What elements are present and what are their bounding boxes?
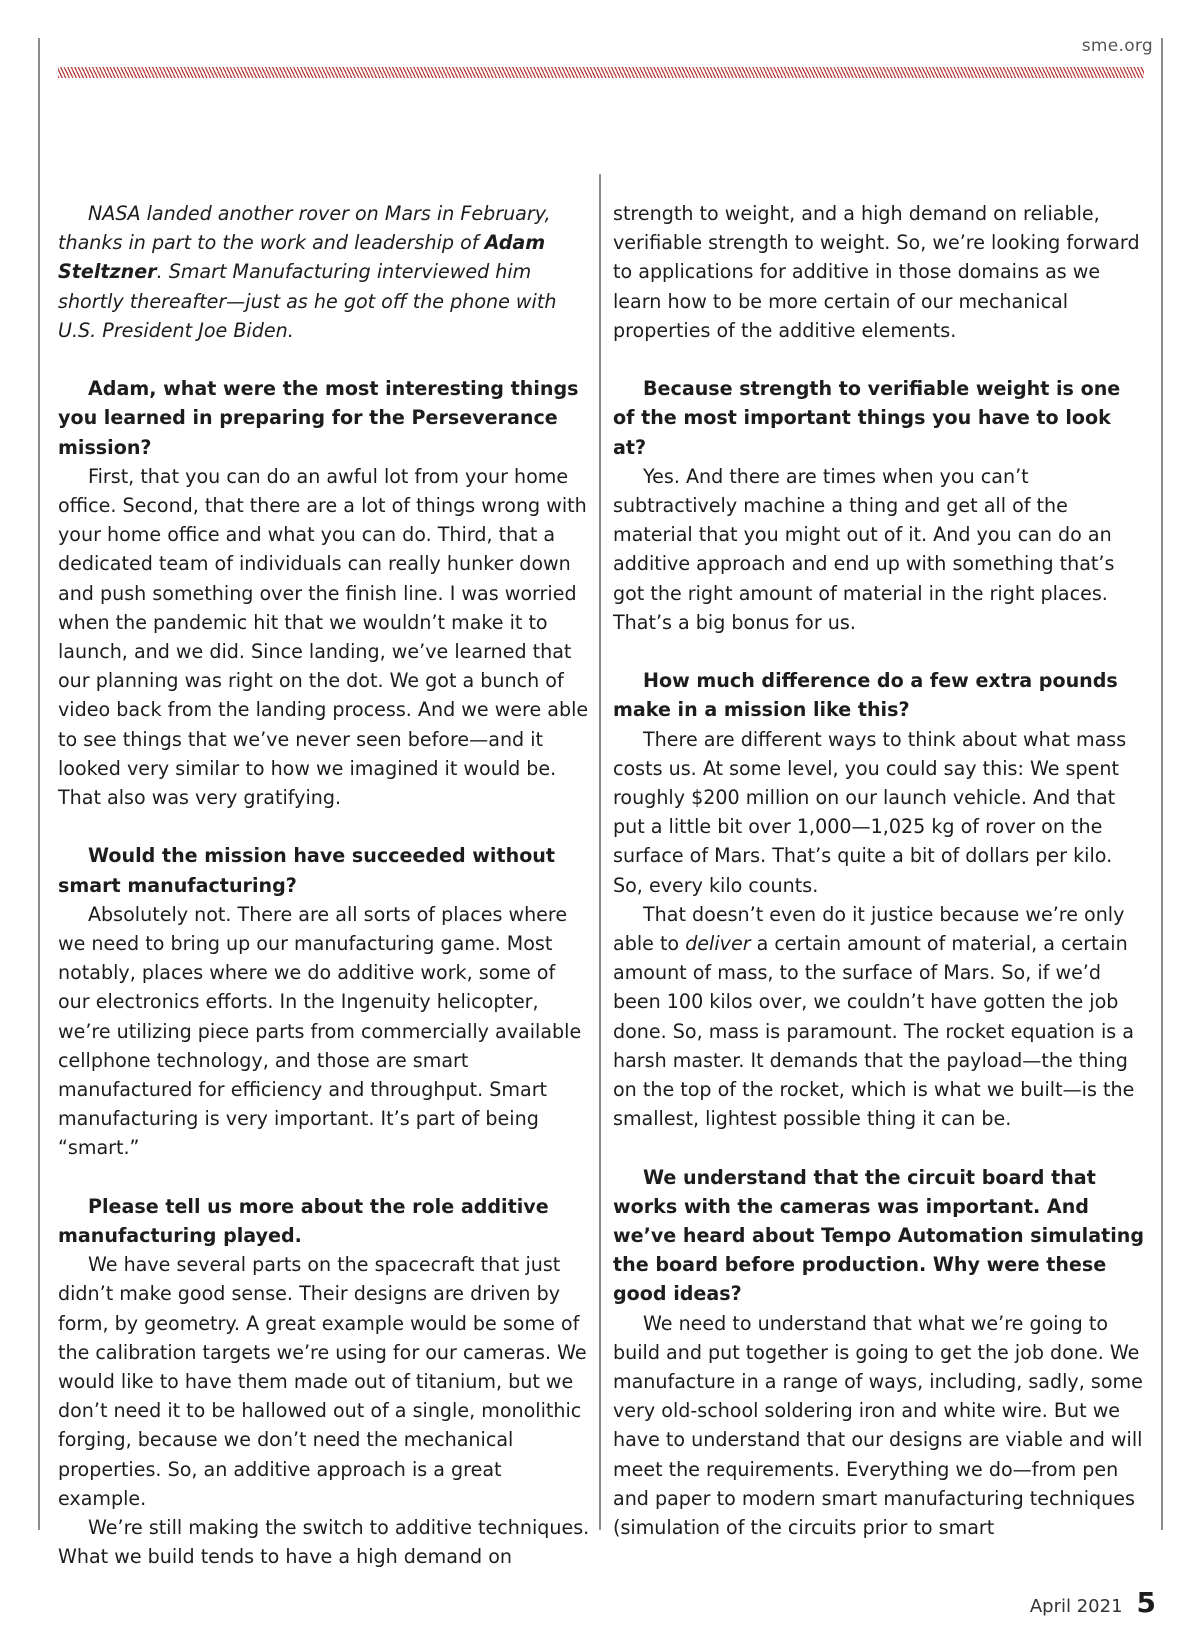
- article-column-right: [613, 199, 1145, 1542]
- question-2: Would the mission have succeeded without smart manufacturing?: [58, 844, 556, 897]
- page-number: 5: [1136, 1586, 1156, 1619]
- question-4: Because strength to verifiable weight is one of the most important things you have to look at?: [613, 377, 1121, 459]
- answer-3: We have several parts on the spacecraft that just didn’t make good sense. Their designs are driven by form, by geometry. A great example would be some of the calibration targets we’re using for our cameras. We would like to have them made out of titanium, but we don’t need it to be hallowed out of a single, monolithic forging, because we don’t need the mechanical properties. So, an additive approach is a great example.: [58, 1253, 587, 1510]
- question-6: We understand that the circuit board that works with the cameras was important. And we’ve heard about Tempo Automation simulating the board before production. Why were these good ideas?: [613, 1165, 1145, 1306]
- question-1: Adam, what were the most interesting things you learned in preparing for the Perseverance mission?: [58, 377, 579, 459]
- question-3: Please tell us more about the role additive manufacturing played.: [58, 1194, 549, 1248]
- column-divider: [599, 174, 601, 1530]
- answer-5: There are different ways to think about what mass costs us. At some level, you could say this: We spent roughly $200 million on our launch vehicle. And that put a little bit over 1,000—1,025 kg of rover on the surface of Mars. That’s quite a bit of dollars per kilo. So, every kilo counts.: [613, 727, 1127, 897]
- article-column-left: [58, 199, 590, 1572]
- answer-1: First, that you can do an awful lot from your home office. Second, that there are a lot of things wrong with your home office and what you can do. Third, that a dedicated team of individuals can really hunker down and push something over the finish line. I was worried when the pandemic hit that we wouldn’t make it to launch, and we did. Since landing, we’ve learned that our planning was right on the dot. We got a bunch of video back from the landing process. And we were able to see things that we’ve never seen before—and it looked very similar to how we imagined it would be. That also was very gratifying.: [58, 464, 589, 810]
- right-margin-rule: [1161, 38, 1163, 1530]
- answer-4: Yes. And there are times when you can’t subtractively machine a thing and get all of the material that you might out of it. And you can do an additive approach and end up with something that’s got the right amount of material in the right places. That’s a big bonus for us.: [613, 464, 1115, 634]
- header-hatch-bar: [58, 67, 1144, 78]
- answer-5-continued: That doesn’t even do it justice because we’re only able to deliver a certain amount of material, a certain amount of mass, to the surface of Mars. So, if we’d been 100 kilos over, we couldn’t have gotten the job done. So, mass is paramount. The rocket equation is a harsh master. It demands that the payload—the thing on the top of the rocket, which is what we built—is the smallest, lightest possible thing it can be.: [613, 902, 1135, 1131]
- answer-6: We need to understand that what we’re going to build and put together is going to get the job done. We manufacture in a range of ways, including, sadly, some very old-school soldering iron and white wire. But we have to understand that our designs are viable and will meet the requirements. Everything we do—from pen and paper to modern smart manufacturing techniques (simulation of the circuits prior to smart: [613, 1311, 1143, 1540]
- site-url: sme.org: [1081, 36, 1153, 56]
- issue-date: April 2021: [1029, 1596, 1123, 1617]
- answer-2: Absolutely not. There are all sorts of places where we need to bring up our manufacturing game. Most notably, places where we do additive work, some of our electronics efforts. In the Ingenuity helicopter, we’re utilizing piece parts from commercially available cellphone technology, and those are smart manufactured for efficiency and throughput. Smart manufacturing is very important. It’s part of being “smart.”: [58, 902, 582, 1160]
- intro-paragraph: NASA landed another rover on Mars in February, thanks in part to the work and leadership of Adam Steltzner. Smart Manufacturing interviewed him shortly thereafter—just as he got off the phone with U.S. President Joe Biden.: [58, 202, 557, 342]
- answer-3-continued-2: strength to weight, and a high demand on reliable, verifiable strength to weight. So, we’re looking forward to applications for additive in those domains as we learn how to be more certain of our mechanical properties of the additive elements.: [613, 202, 1140, 342]
- left-margin-rule: [38, 38, 40, 1530]
- answer-3-continued: We’re still making the switch to additive techniques. What we build tends to have a high demand on: [58, 1516, 590, 1569]
- page-footer: [1030, 1586, 1156, 1619]
- question-5: How much difference do a few extra pounds make in a mission like this?: [613, 669, 1118, 722]
- interviewee-name: Adam Steltzner: [58, 231, 546, 284]
